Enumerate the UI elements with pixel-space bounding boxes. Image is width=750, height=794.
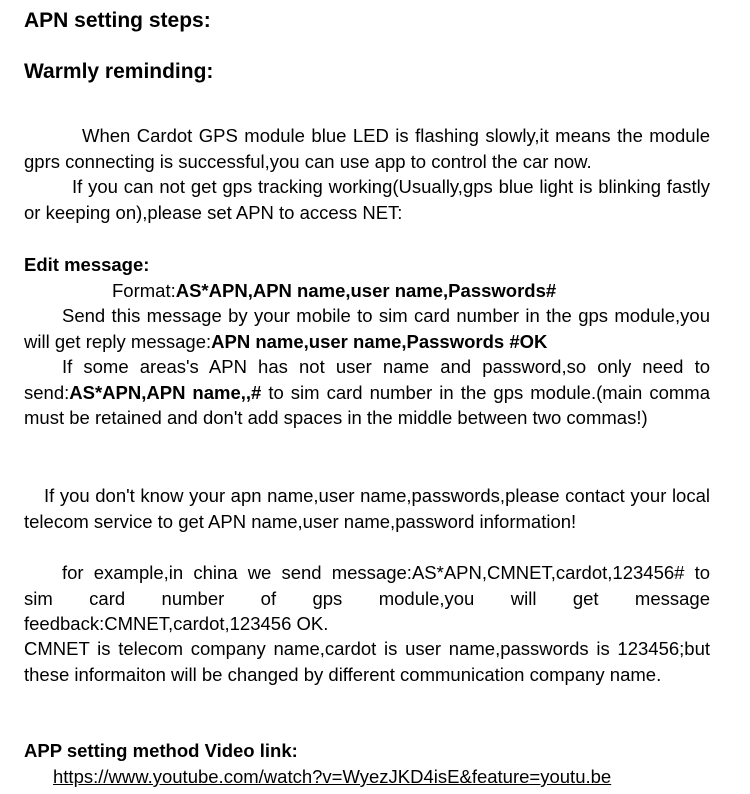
paragraph-contact-telecom: If you don't know your apn name,user name,passwords,please contact your local telecom service to get APN name,user name,password information! — [24, 485, 710, 532]
no-username-text-2: to sim card number in the gps module.(main comma must be retained and don't add spaces in the middle between two commas!) — [24, 381, 711, 428]
reply-message: APN name,user name,Passwords #OK — [211, 330, 548, 352]
paragraph-cmnet-explanation: CMNET is telecom company name,cardot is user name,passwords is 123456;but these informaiton will be changed by different communication company name. — [24, 638, 710, 685]
no-username-command: AS*APN,APN name,,# — [69, 381, 262, 403]
paragraph-led-status: When Cardot GPS module blue LED is flashing slowly,it means the module gprs connecting is successful,you can use app to control the car now. — [24, 125, 710, 172]
paragraph-send-message — [24, 303, 710, 354]
edit-message-heading: Edit message: — [24, 254, 150, 275]
send-instruction: Send this message by your mobile to sim card number in the gps module,you will get reply message: — [24, 305, 710, 352]
reminder-heading: Warmly reminding: — [24, 60, 214, 83]
paragraph-no-username — [24, 354, 710, 431]
page-title: APN setting steps: — [24, 9, 211, 32]
format-command: AS*APN,APN name,user name,Passwords# — [175, 280, 557, 301]
video-link[interactable]: https://www.youtube.com/watch?v=WyezJKD4isE&feature=youtu.be — [53, 766, 612, 787]
paragraph-apn-intro: If you can not get gps tracking working(Usually,gps blue light is blinking fastly or keeping on),please set APN to access NET: — [24, 176, 710, 223]
paragraph-example: for example,in china we send message:AS*APN,CMNET,cardot,123456# to sim card number of gps module,you will get message feedback:CMNET,cardot,123456 OK. — [24, 562, 710, 634]
format-label: Format: — [112, 280, 176, 301]
format-line — [112, 278, 556, 304]
video-link-heading: APP setting method Video link: — [24, 740, 298, 761]
no-username-text-1: If some areas's APN has not user name and password,so only need to send: — [24, 356, 710, 403]
